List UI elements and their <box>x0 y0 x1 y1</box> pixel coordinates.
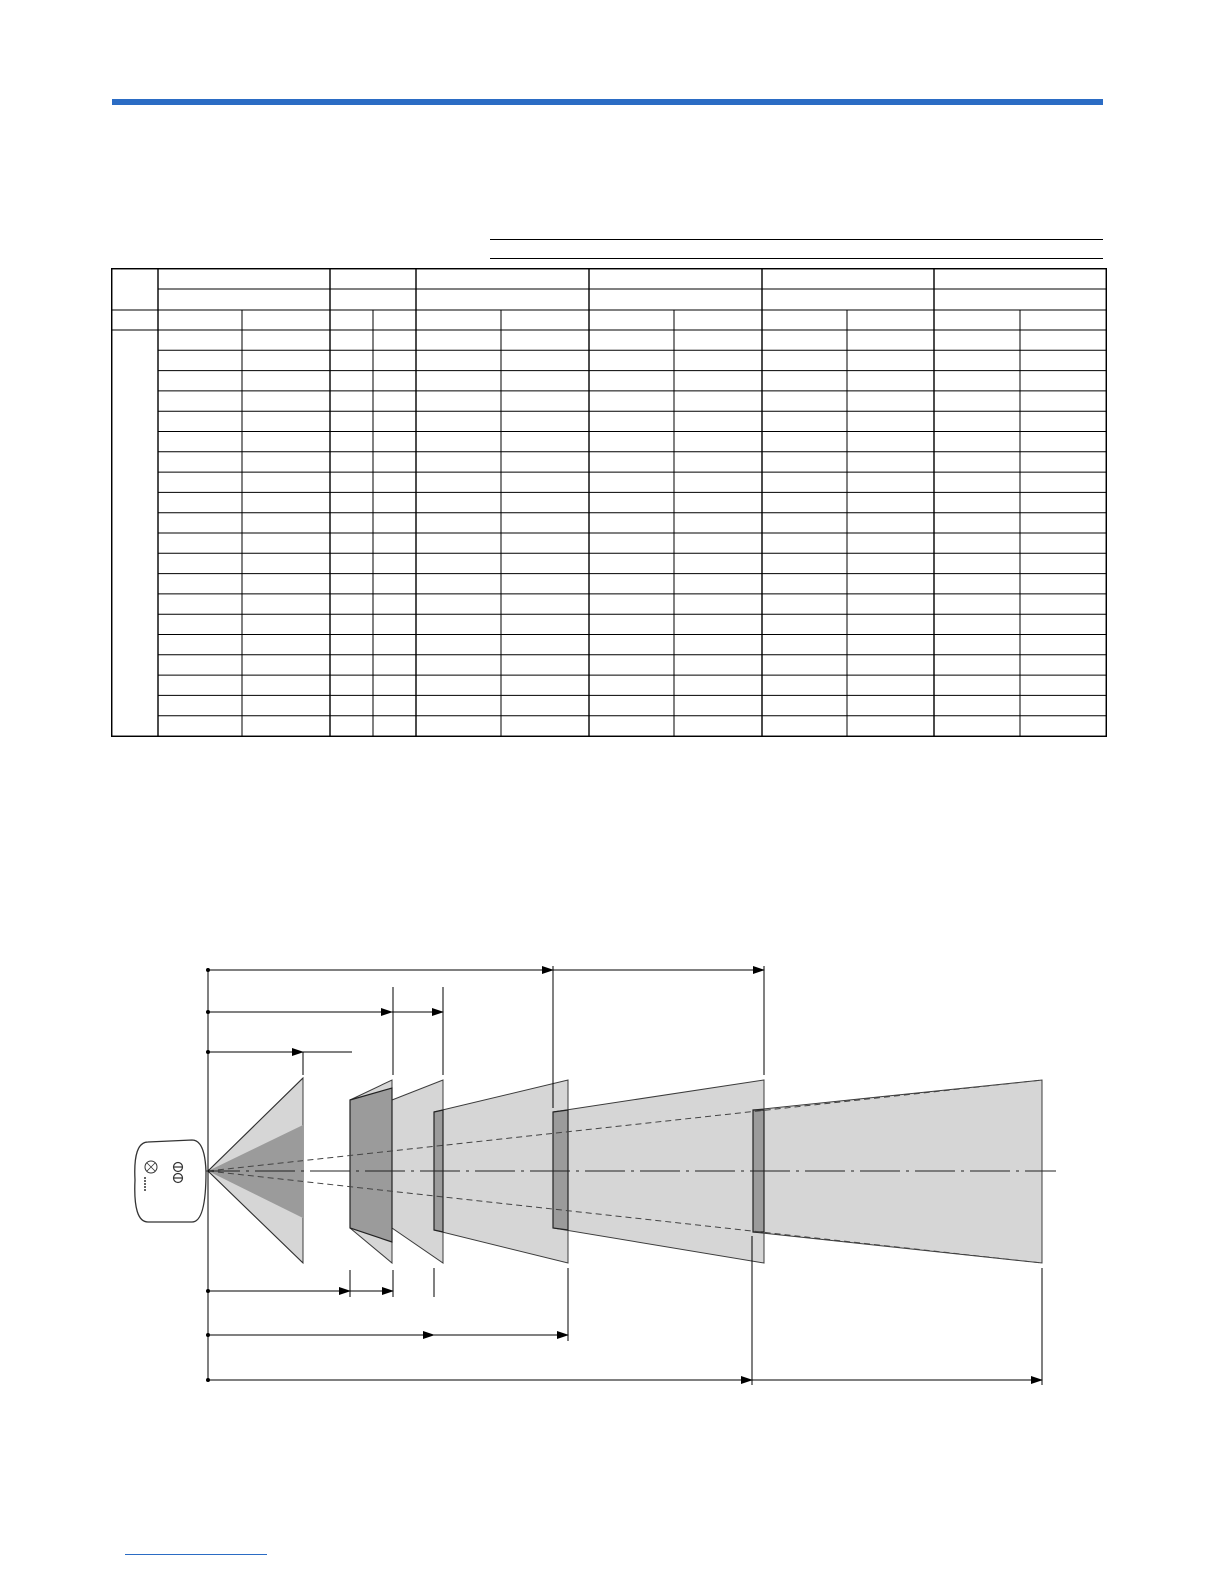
table-border <box>112 269 1107 737</box>
screen-panel <box>553 1110 568 1230</box>
throw-distance-table <box>111 268 1107 737</box>
projector-icon <box>135 1140 206 1222</box>
projection-beams <box>208 1078 1042 1263</box>
dimension-origin-dot <box>206 1050 210 1054</box>
diagram-canvas <box>0 950 1224 1410</box>
dimension-origin-dot <box>206 1333 210 1337</box>
table-grid <box>111 268 1107 737</box>
dimension-origin-dot <box>206 1289 210 1293</box>
projection-distance-diagram <box>0 950 1224 1410</box>
beam-segment <box>434 1080 568 1263</box>
table-title-upper-rule <box>490 239 1103 240</box>
dimension-origin-dot <box>206 1010 210 1014</box>
screen-panel <box>350 1088 392 1242</box>
dimension-origin-dot <box>206 968 210 972</box>
header-accent-bar <box>112 99 1103 105</box>
beam-segment <box>553 1080 764 1263</box>
table-title-lower-rule <box>490 258 1103 259</box>
footer-rule <box>125 1554 267 1555</box>
dimension-origin-dot <box>206 1378 210 1382</box>
